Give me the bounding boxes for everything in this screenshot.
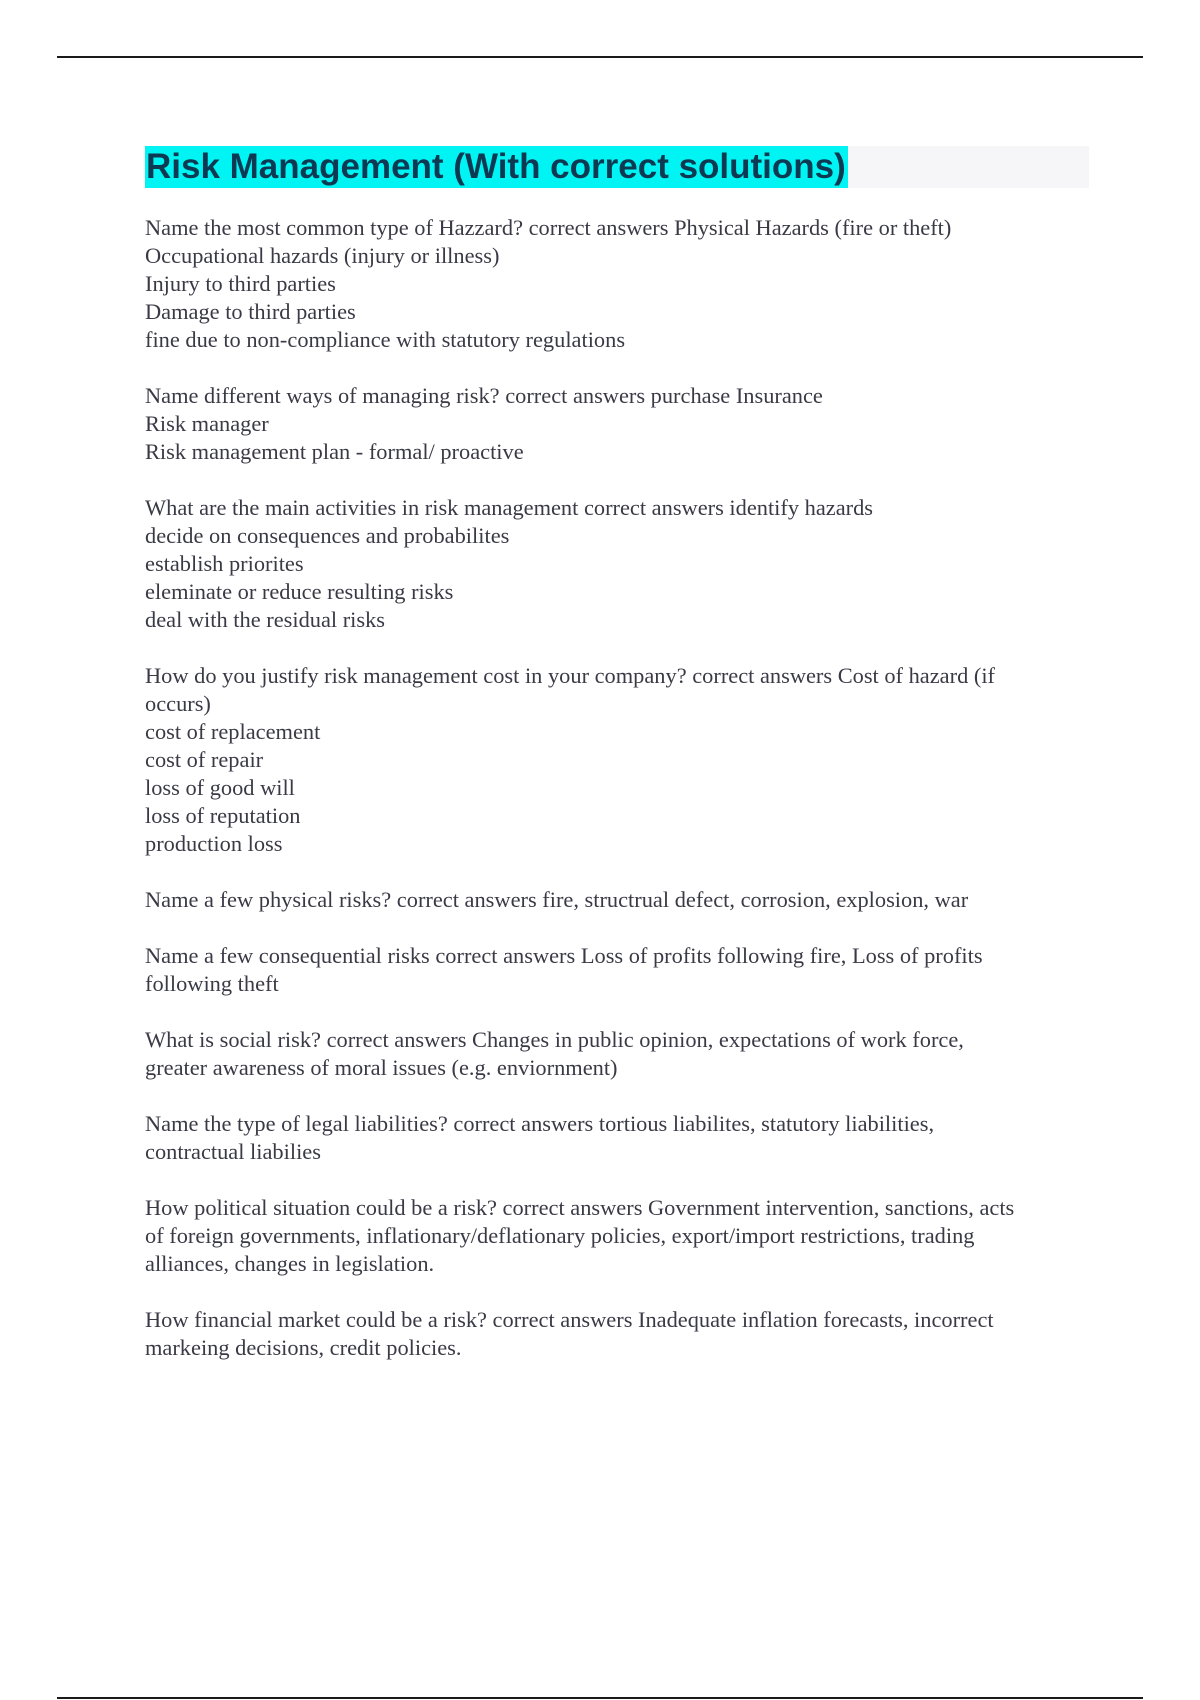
qa-line: contractual liabilies [145, 1139, 321, 1164]
bottom-rule [57, 1697, 1143, 1699]
qa-line: alliances, changes in legislation. [145, 1251, 435, 1276]
qa-item [145, 662, 1095, 858]
qa-line: How do you justify risk management cost in your company? correct answers Cost of hazard (if [145, 663, 995, 688]
qa-line: decide on consequences and probabilites [145, 523, 510, 548]
qa-line: loss of reputation [145, 803, 301, 828]
qa-line: loss of good will [145, 775, 295, 800]
qa-line: Risk management plan - formal/ proactive [145, 439, 524, 464]
qa-item [145, 214, 1095, 354]
qa-line: How financial market could be a risk? correct answers Inadequate inflation forecasts, incorrect [145, 1307, 994, 1332]
qa-line: Occupational hazards (injury or illness) [145, 243, 500, 268]
qa-item [145, 1194, 1095, 1278]
qa-line: How political situation could be a risk? correct answers Government intervention, sanctions, acts [145, 1195, 1015, 1220]
qa-item [145, 1306, 1095, 1362]
qa-line: cost of replacement [145, 719, 321, 744]
qa-line: Name the most common type of Hazzard? correct answers Physical Hazards (fire or theft) [145, 215, 952, 240]
qa-line: Name a few consequential risks correct answers Loss of profits following fire, Loss of profits [145, 943, 983, 968]
qa-line: following theft [145, 971, 279, 996]
qa-line: What are the main activities in risk management correct answers identify hazards [145, 495, 874, 520]
qa-item [145, 382, 1095, 466]
top-rule [57, 56, 1143, 58]
qa-line: production loss [145, 831, 283, 856]
qa-line: What is social risk? correct answers Changes in public opinion, expectations of work force, [145, 1027, 964, 1052]
page-title: Risk Management (With correct solutions) [146, 147, 846, 186]
qa-line: fine due to non-compliance with statutory regulations [145, 327, 626, 352]
qa-line: cost of repair [145, 747, 264, 772]
qa-line: greater awareness of moral issues (e.g. enviornment) [145, 1055, 618, 1080]
qa-line: Name a few physical risks? correct answers fire, structrual defect, corrosion, explosion, war [145, 887, 969, 912]
qa-item [145, 886, 1095, 914]
qa-line: Damage to third parties [145, 299, 356, 324]
qa-line: Risk manager [145, 411, 269, 436]
qa-line: Name the type of legal liabilities? correct answers tortious liabilites, statutory liabilities, [145, 1111, 935, 1136]
qa-item [145, 942, 1095, 998]
qa-line: markeing decisions, credit policies. [145, 1335, 462, 1360]
qa-line: establish priorites [145, 551, 304, 576]
qa-line: Name different ways of managing risk? correct answers purchase Insurance [145, 383, 823, 408]
qa-list [145, 214, 1095, 1390]
qa-item [145, 1110, 1095, 1166]
qa-line: Injury to third parties [145, 271, 336, 296]
qa-item [145, 1026, 1095, 1082]
qa-line: occurs) [145, 691, 211, 716]
qa-line: of foreign governments, inflationary/deflationary policies, export/import restrictions, trading [145, 1223, 975, 1248]
qa-line: eleminate or reduce resulting risks [145, 579, 454, 604]
qa-line: deal with the residual risks [145, 607, 386, 632]
qa-item [145, 494, 1095, 634]
